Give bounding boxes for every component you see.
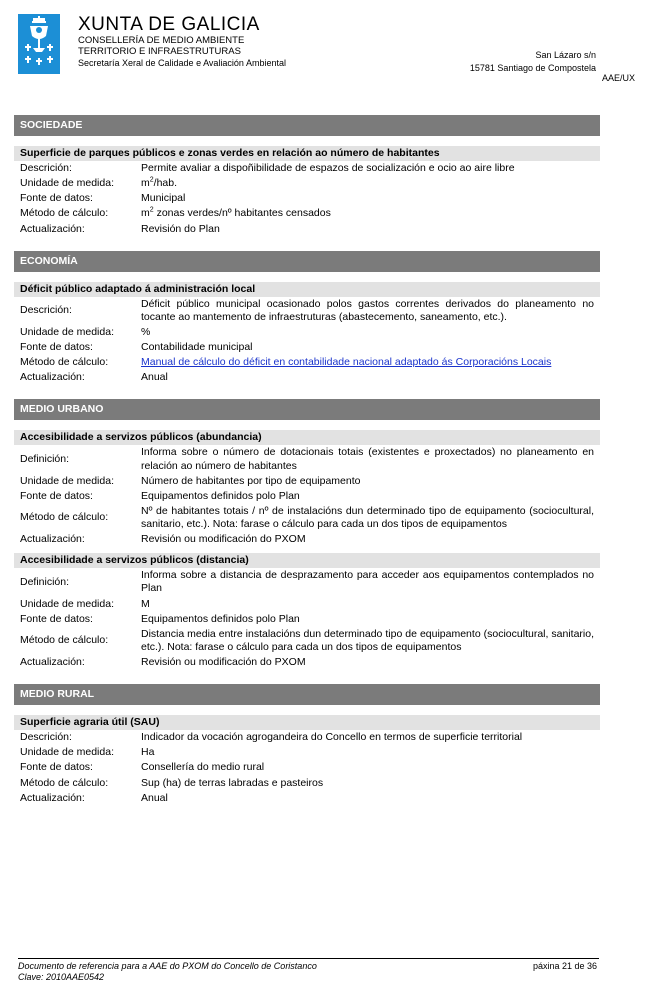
row-metodo bbox=[14, 776, 600, 791]
row-actualizacion bbox=[14, 532, 600, 547]
indicator-title: Superficie agraria útil (SAU) bbox=[14, 715, 600, 730]
method-exponent: 2 bbox=[149, 206, 154, 214]
row-value bbox=[141, 177, 600, 190]
document-body bbox=[14, 115, 600, 820]
row-unidade bbox=[14, 474, 600, 489]
section-economia bbox=[14, 251, 600, 386]
row-value: Indicador da vocación agrogandeira do Concello en termos de superficie territorial bbox=[141, 731, 523, 744]
row-unidade bbox=[14, 597, 600, 612]
indicator bbox=[14, 430, 600, 547]
unit-base: m bbox=[141, 177, 150, 190]
row-descricion bbox=[14, 730, 600, 745]
row-label: Fonte de datos: bbox=[20, 489, 93, 502]
row-value: M bbox=[141, 597, 150, 610]
section-medio-rural bbox=[14, 684, 600, 806]
row-label: Actualización: bbox=[20, 791, 85, 804]
page-number: páxina 21 de 36 bbox=[532, 961, 597, 971]
row-value: Municipal bbox=[141, 192, 186, 205]
address-block bbox=[470, 49, 596, 75]
section-title: SOCIEDADE bbox=[14, 115, 600, 136]
row-label: Descrición: bbox=[20, 304, 72, 317]
row-value: Informa sobre o número de dotacionais totais (existentes e proxectados) no planeamento en relación ao número de habitantes bbox=[141, 446, 594, 472]
row-value: Déficit público municipal ocasionado polos gastos correntes derivados do planeamento no tocante ao mantemento de infraestruturas (abastecemento, saneamento, etc.). bbox=[141, 297, 594, 323]
brand-block bbox=[78, 15, 286, 69]
row-actualizacion bbox=[14, 222, 600, 237]
row-unidade bbox=[14, 325, 600, 340]
row-label: Actualización: bbox=[20, 656, 85, 668]
row-fonte bbox=[14, 760, 600, 775]
row-label: Método de cálculo: bbox=[20, 776, 109, 789]
ministry-line: CONSELLERÍA DE MEDIO AMBIENTE bbox=[78, 35, 245, 46]
section-title: MEDIO RURAL bbox=[14, 684, 600, 705]
row-value bbox=[141, 207, 600, 220]
row-label: Unidade de medida: bbox=[20, 746, 114, 759]
row-value: Contabilidade municipal bbox=[141, 341, 253, 353]
indicator bbox=[14, 146, 600, 237]
row-label: Unidade de medida: bbox=[20, 597, 114, 610]
row-unidade bbox=[14, 176, 600, 191]
method-rest: zonas verdes/nº habitantes censados bbox=[153, 207, 331, 220]
row-value: Sup (ha) de terras labradas e pasteiros bbox=[141, 776, 324, 789]
calculation-manual-link[interactable]: Manual de cálculo do déficit en contabilidade nacional adaptado ás Corporacións Locais bbox=[141, 356, 552, 369]
xunta-logo bbox=[18, 14, 60, 74]
row-definicion bbox=[14, 568, 600, 596]
row-label: Definición: bbox=[20, 452, 70, 465]
row-label: Definición: bbox=[20, 575, 70, 588]
row-value: Revisión do Plan bbox=[141, 222, 220, 235]
row-value: Nº de habitantes totais / nº de instalacións dun determinado tipo de equipamento (sociocultural, sanitario, etc.). Nota: farase o cálculo para cada un dos tipos de equipamentos bbox=[141, 504, 594, 530]
section-title: MEDIO URBANO bbox=[14, 399, 600, 420]
page-footer bbox=[18, 958, 599, 983]
section-medio-urbano bbox=[14, 399, 600, 670]
row-label: Descrición: bbox=[20, 162, 72, 174]
row-fonte bbox=[14, 612, 600, 627]
row-label: Método de cálculo: bbox=[20, 356, 109, 369]
row-label: Descrición: bbox=[20, 731, 72, 744]
row-descricion bbox=[14, 161, 600, 176]
row-label: Método de cálculo: bbox=[20, 207, 109, 220]
row-label: Actualización: bbox=[20, 371, 85, 384]
row-label: Fonte de datos: bbox=[20, 341, 93, 353]
row-value: % bbox=[141, 325, 151, 338]
row-descricion bbox=[14, 297, 600, 325]
unit-rest: /hab. bbox=[153, 177, 178, 190]
section-sociedade bbox=[14, 115, 600, 237]
row-metodo bbox=[14, 504, 600, 532]
row-label: Fonte de datos: bbox=[20, 192, 93, 205]
address-city: 15781 Santiago de Compostela bbox=[469, 63, 596, 73]
row-definicion bbox=[14, 445, 600, 473]
row-value: Revisión ou modificación do PXOM bbox=[141, 533, 306, 546]
row-value: Distancia media entre instalacións dun determinado tipo de equipamento (sociocultural, sanitario, etc.). Nota: farase o cálculo para cada un dos tipos de equipamentos bbox=[141, 627, 594, 653]
row-label: Método de cálculo: bbox=[20, 511, 109, 524]
row-unidade bbox=[14, 745, 600, 760]
row-metodo bbox=[14, 627, 600, 655]
secretariat-line: Secretaría Xeral de Calidade e Avaliación Ambiental bbox=[78, 58, 286, 68]
footer-document-title: Documento de referencia para a AAE do PXOM do Concello de Coristanco bbox=[18, 961, 317, 971]
indicator-title: Accesibilidade a servizos públicos (abundancia) bbox=[14, 430, 600, 445]
row-label: Unidade de medida: bbox=[20, 474, 114, 487]
row-fonte bbox=[14, 489, 600, 504]
row-fonte bbox=[14, 340, 600, 355]
row-value: Revisión ou modificación do PXOM bbox=[141, 656, 306, 668]
indicator-title: Déficit público adaptado á administración local bbox=[14, 282, 600, 297]
document-reference: AAE/UX bbox=[601, 73, 635, 83]
address-street: San Lázaro s/n bbox=[535, 50, 596, 60]
row-label: Fonte de datos: bbox=[20, 761, 93, 774]
row-label: Actualización: bbox=[20, 533, 85, 546]
method-base: m bbox=[141, 207, 150, 220]
indicator bbox=[14, 715, 600, 806]
row-label: Unidade de medida: bbox=[20, 177, 114, 190]
row-label: Actualización: bbox=[20, 222, 85, 235]
indicator-title: Accesibilidade a servizos públicos (distancia) bbox=[14, 553, 600, 568]
row-metodo bbox=[14, 206, 600, 221]
row-value: Equipamentos definidos polo Plan bbox=[141, 489, 300, 502]
indicator bbox=[14, 553, 600, 670]
row-actualizacion bbox=[14, 791, 600, 806]
row-actualizacion bbox=[14, 370, 600, 385]
row-value: Permite avaliar a dispoñibilidade de espazos de socialización e ocio ao aire libre bbox=[141, 162, 515, 174]
row-value: Consellería do medio rural bbox=[141, 761, 265, 774]
unit-exponent: 2 bbox=[149, 176, 154, 184]
row-actualizacion bbox=[14, 655, 600, 670]
row-label: Unidade de medida: bbox=[20, 325, 114, 338]
ministry-line-2: TERRITORIO E INFRAESTRUTURAS bbox=[78, 46, 241, 57]
row-value: Equipamentos definidos polo Plan bbox=[141, 612, 300, 625]
row-value: Anual bbox=[141, 791, 168, 804]
indicator-title: Superficie de parques públicos e zonas verdes en relación ao número de habitantes bbox=[14, 146, 600, 161]
row-value: Número de habitantes por tipo de equipamento bbox=[141, 474, 361, 487]
section-title: ECONOMÍA bbox=[14, 251, 600, 272]
row-value: Informa sobre a distancia de desprazamento para acceder aos equipamentos contemplados no Plan bbox=[141, 569, 594, 595]
indicator bbox=[14, 282, 600, 386]
footer-key: Clave: 2010AAE0542 bbox=[18, 972, 105, 982]
row-label: Método de cálculo: bbox=[20, 634, 109, 647]
row-fonte bbox=[14, 191, 600, 206]
row-value: Anual bbox=[141, 371, 168, 384]
brand-title: XUNTA DE GALICIA bbox=[78, 14, 260, 35]
row-metodo bbox=[14, 355, 600, 370]
row-label: Fonte de datos: bbox=[20, 612, 93, 625]
row-value: Ha bbox=[141, 746, 155, 759]
